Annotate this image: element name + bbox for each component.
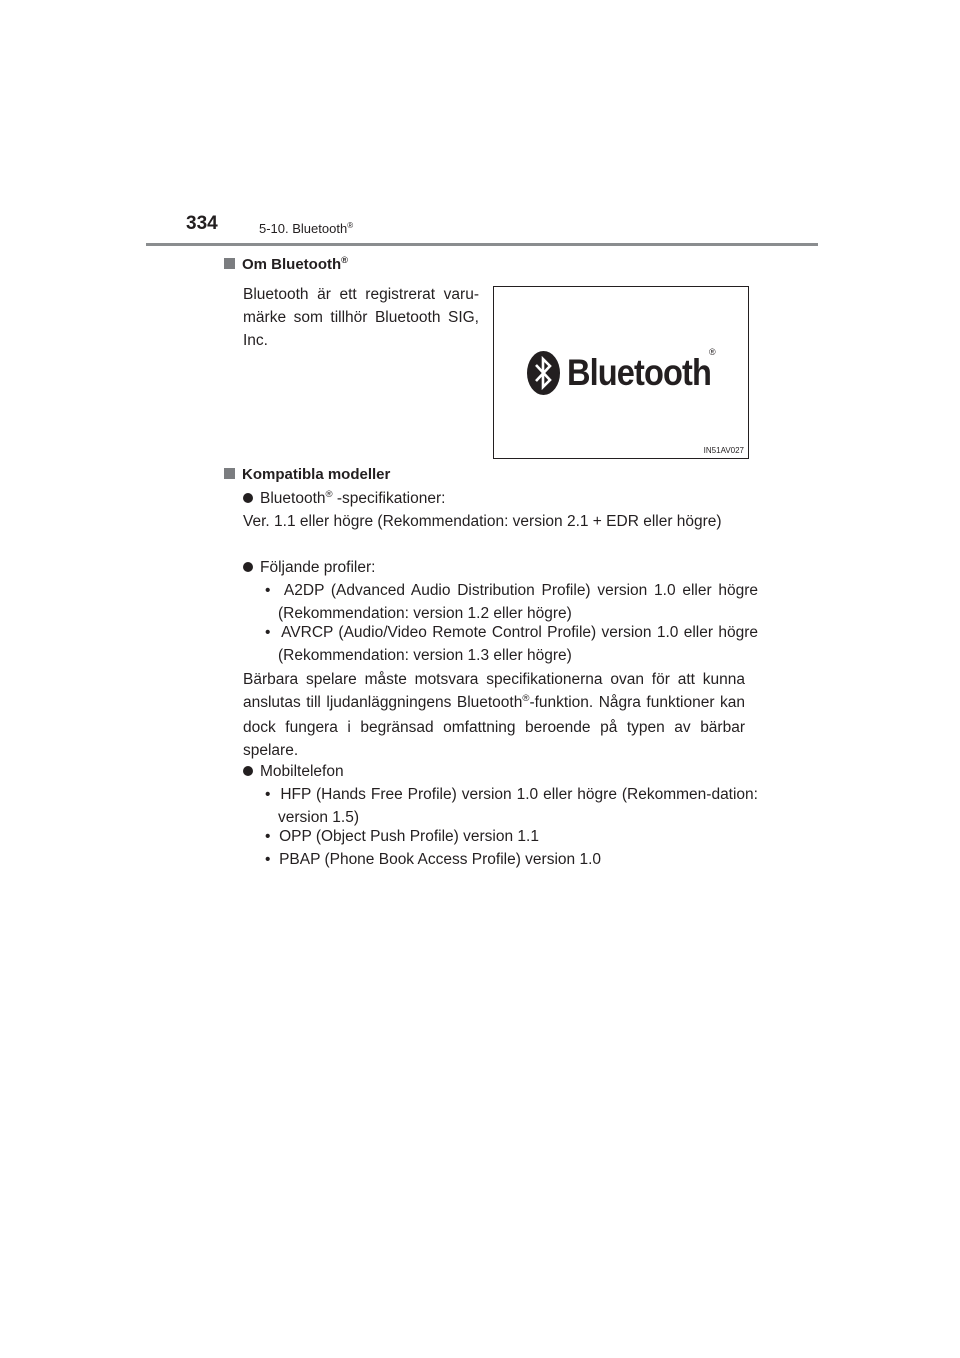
bullet-bluetooth-spec-label: Bluetooth [260, 490, 326, 507]
round-bullet-icon [243, 562, 253, 572]
profile-item-text: AVRCP (Audio/Video Remote Control Profile) version 1.0 eller högre (Rekommendation: version 1.3 eller högre) [278, 624, 758, 664]
bullet-mobile-phone [243, 760, 344, 783]
section-heading-compatible [224, 466, 390, 483]
phone-profile-item-text: HFP (Hands Free Profile) version 1.0 eller högre (Rekommen-dation: version 1.5) [278, 786, 758, 826]
phone-profile-item-text: OPP (Object Push Profile) version 1.1 [279, 828, 539, 845]
spec-version-text: Ver. 1.1 eller högre (Rekommendation: version 2.1 + EDR eller högre) [243, 513, 722, 530]
header-divider [146, 243, 818, 246]
bullet-bluetooth-spec-sup: ® [325, 489, 333, 501]
figure-code: IN51AV027 [703, 446, 744, 455]
bullet-mobile-phone-text: Mobiltelefon [260, 763, 344, 780]
bluetooth-logo-figure [493, 286, 749, 459]
bullet-profiles-text: Följande profiler: [260, 559, 376, 576]
portable-players-paragraph [243, 668, 745, 762]
chapter-title-text: 5-10. Bluetooth [259, 221, 348, 236]
bullet-bluetooth-spec [243, 487, 445, 512]
sub-bullet-marker: • [265, 624, 271, 641]
square-bullet-icon [224, 468, 235, 479]
chapter-title-sup: ® [347, 221, 354, 231]
sub-bullet-marker: • [265, 828, 271, 845]
bluetooth-wordmark: Bluetooth [567, 352, 711, 393]
about-paragraph: Bluetooth är ett registrerat varu-märke som tillhör Bluetooth SIG, Inc. [243, 286, 479, 349]
portable-sup: ® [522, 693, 530, 705]
profile-item [265, 579, 758, 625]
section-heading-about [224, 256, 348, 273]
section-heading-about-sup: ® [341, 255, 349, 266]
bluetooth-rune-icon [527, 351, 560, 395]
bullet-bluetooth-spec-suffix: -specifikationer: [332, 490, 446, 507]
phone-profile-item-text: PBAP (Phone Book Access Profile) version 1.0 [279, 851, 601, 868]
section-heading-about-text: Om Bluetooth [242, 256, 342, 273]
bluetooth-logo [527, 347, 731, 395]
sub-bullet-marker: • [265, 582, 271, 599]
page-number: 334 [186, 213, 218, 234]
registered-mark: ® [709, 347, 716, 357]
phone-profile-item [265, 783, 758, 829]
phone-profile-item [265, 825, 758, 848]
sub-bullet-marker: • [265, 851, 271, 868]
chapter-title [259, 221, 353, 236]
round-bullet-icon [243, 766, 253, 776]
square-bullet-icon [224, 258, 235, 269]
profile-item [265, 621, 758, 667]
portable-text-b: -funktion. Några funktioner kan dock fungera i begränsad omfattning beroende på typen av bärbar spelare. [243, 694, 745, 759]
phone-profile-item [265, 848, 758, 871]
round-bullet-icon [243, 493, 253, 503]
bullet-profiles [243, 556, 375, 579]
portable-text-a: Bärbara spelare måste motsvara specifikationerna ovan för att kunna anslutas till ljudanläggningens Bluetooth [243, 671, 745, 711]
sub-bullet-marker: • [265, 786, 271, 803]
profile-item-text: A2DP (Advanced Audio Distribution Profile) version 1.0 eller högre (Rekommendation: version 1.2 eller högre) [278, 582, 758, 622]
section-heading-compatible-text: Kompatibla modeller [242, 466, 391, 483]
